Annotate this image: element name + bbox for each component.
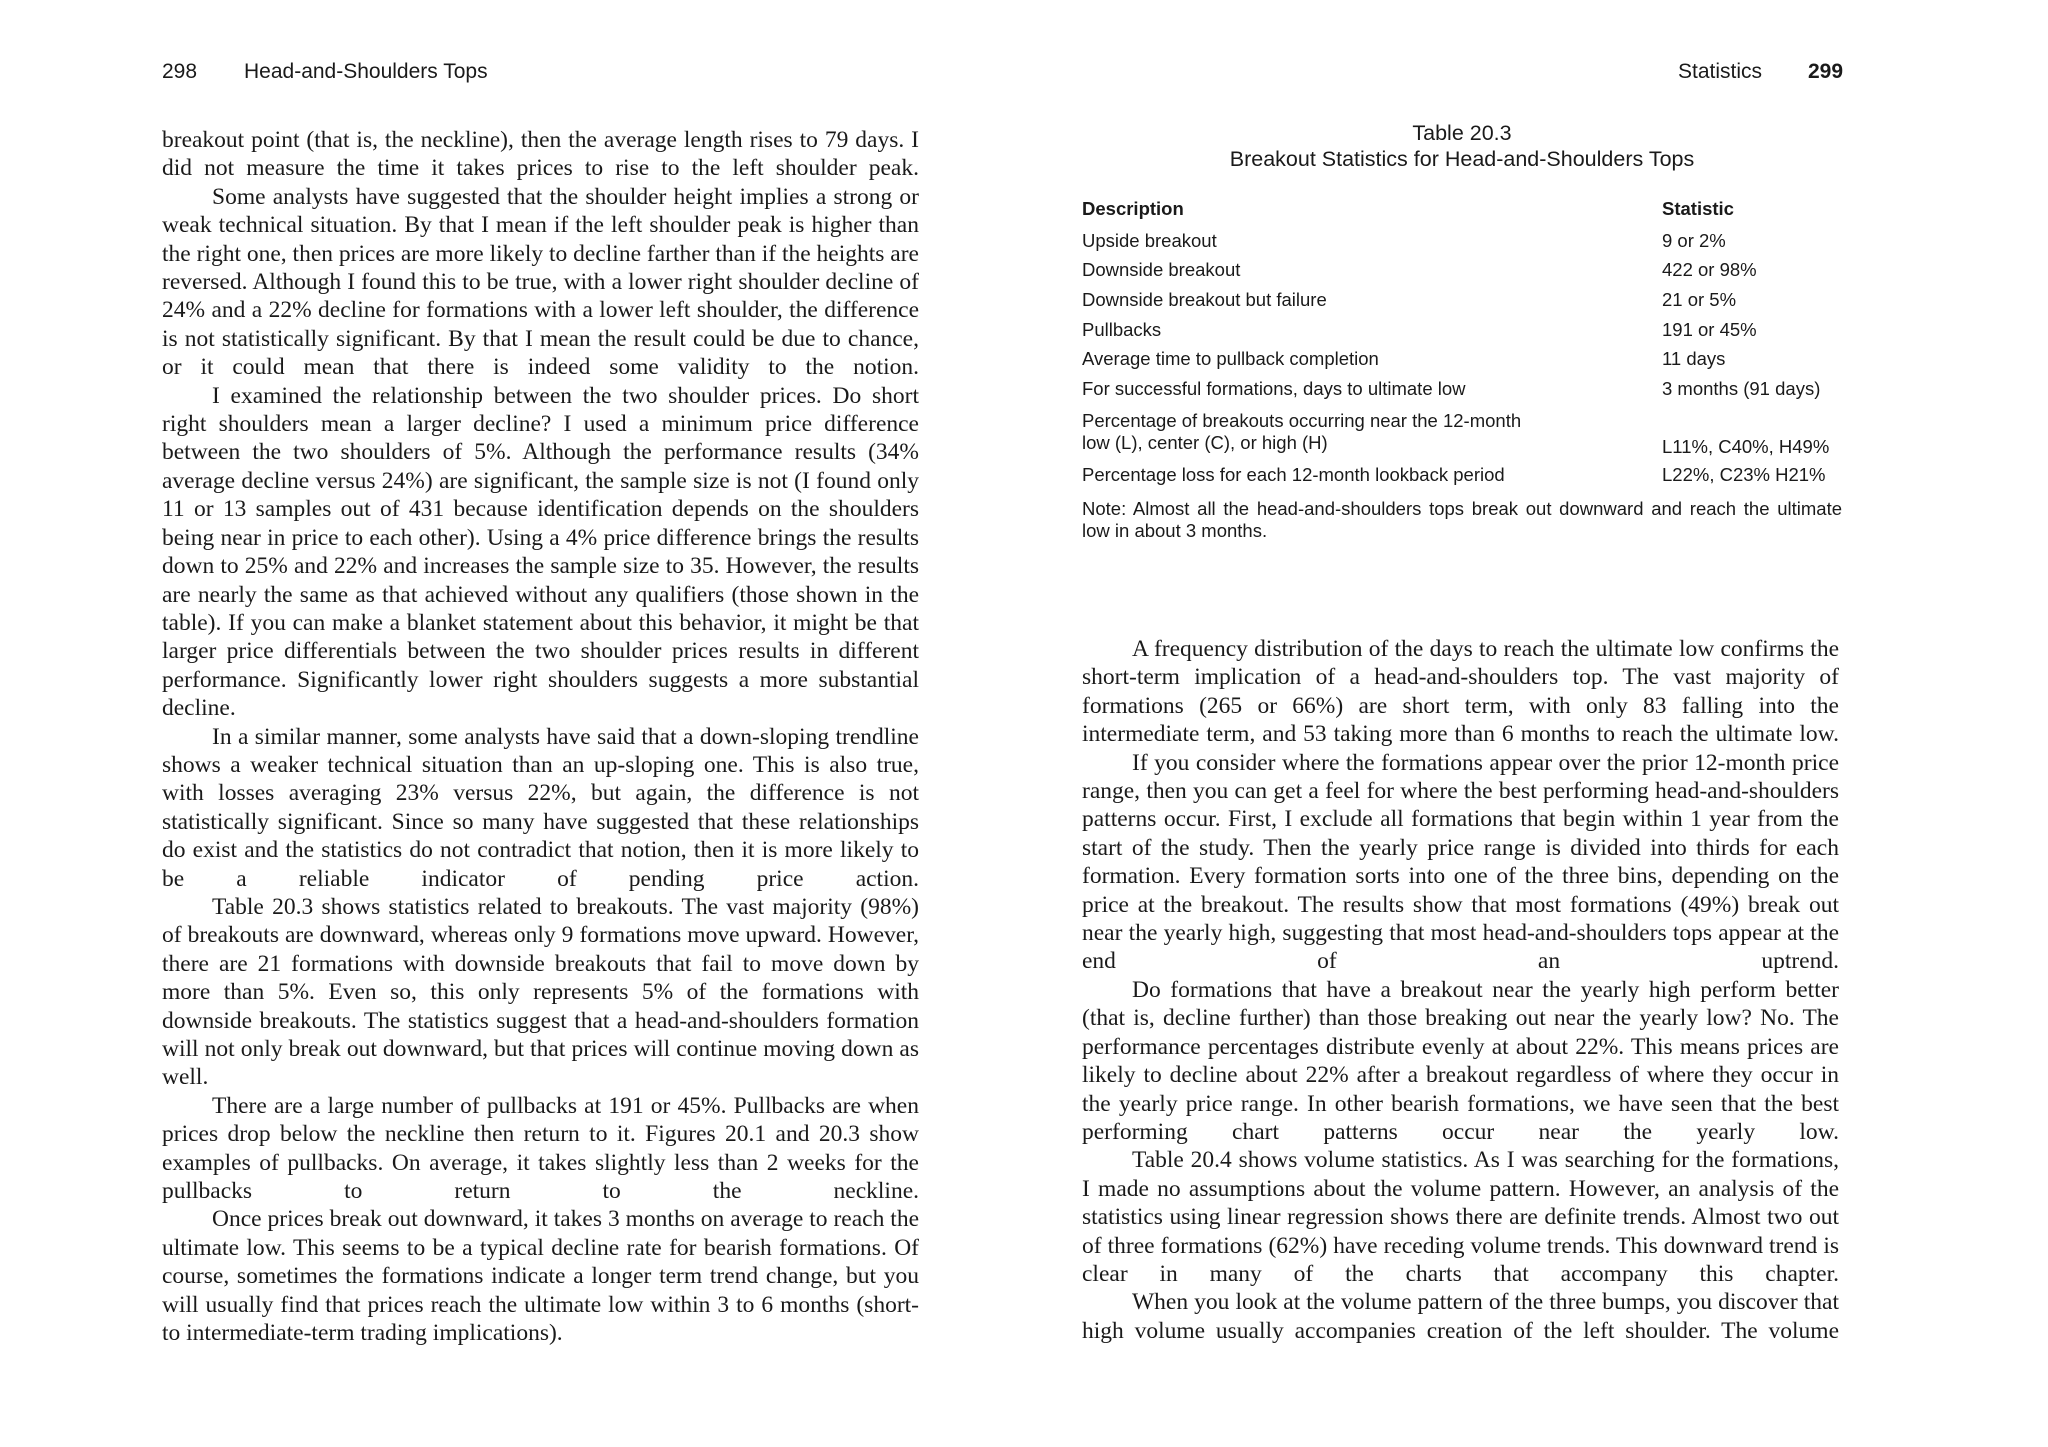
table-cell-statistic: 11 days [1662, 348, 1726, 370]
paragraph: Once prices break out downward, it takes 3 months on average to reach the ultimate low. This seems to be a typical decline rate for bearish formations. Of course, sometimes the formations indicate a longer term trend change, but you will usually find that prices reach the ultimate low within 3 to 6 months (short- to intermediate-term trading implications). [162, 1206, 919, 1347]
paragraph: Some analysts have suggested that the shoulder height implies a strong or weak technical situation. By that I mean if the left shoulder peak is higher than the right one, then prices are more likely to decline farther than if the heights are reversed. Although I found this to be true, with a lower right shoulder decline of 24% and a 22% decline for formations with a lower left shoulder, the difference is not statistically significant. By that I mean the result could be due to chance, or it could mean that there is indeed some validity to the notion. [162, 183, 919, 381]
table-cell-statistic: L22%, C23% H21% [1662, 464, 1826, 486]
column-header-statistic: Statistic [1662, 198, 1734, 219]
table-cell-description: Pullbacks [1082, 318, 1162, 340]
table-header-row [1082, 192, 1842, 226]
table-cell-description [1082, 404, 1662, 461]
running-head: Statistics [1678, 60, 1763, 83]
table-row [1082, 461, 1842, 491]
table-row [1082, 374, 1842, 404]
table-row [1082, 344, 1842, 374]
paragraph: A frequency distribution of the days to reach the ultimate low confirms the short-term implication of a head-and-shoulders top. The vast majority of formations (265 or 66%) are short term, with only 83 falling into the intermediate term, and 53 taking more than 6 months to reach the ultimate low. [1082, 636, 1839, 748]
body-text [1082, 635, 1839, 1345]
table-cell-statistic: L11%, C40%, H49% [1662, 435, 1830, 457]
paragraph: Table 20.4 shows volume statistics. As I was searching for the formations, I made no assumptions about the volume pattern. However, an analysis of the statistics using linear regression shows there are definite trends. Almost two out of three formations (62%) have receding volume trends. This downward trend is clear in many of the charts that accompany this chapter. [1082, 1147, 1839, 1287]
running-head: Head-and-Shoulders Tops [244, 60, 488, 83]
table-row [1082, 404, 1842, 461]
table-row [1082, 315, 1842, 345]
table-cell-statistic: 9 or 2% [1662, 229, 1726, 251]
table-cell-description: Upside breakout [1082, 229, 1217, 251]
table-cell-statistic: 191 or 45% [1662, 318, 1757, 340]
paragraph: breakout point (that is, the neckline), then the average length rises to 79 days. I did not measure the time it takes prices to rise to the left shoulder peak. [162, 127, 919, 182]
column-header-description: Description [1082, 198, 1184, 219]
table-cell-description: Downside breakout [1082, 259, 1241, 281]
table-caption [1082, 120, 1842, 172]
description-line: Percentage of breakouts occurring near the 12-month [1082, 410, 1522, 432]
paragraph: If you consider where the formations appear over the prior 12-month price range, then you can get a feel for where the best performing head-and-shoulders patterns occur. First, I exclude all formations that begin within 1 year from the start of the study. Then the yearly price range is divided into thirds for each formation. Every formation sorts into one of the three bins, depending on the price at the breakout. The results show that most formations (49%) break out near the yearly high, suggesting that most head-and-shoulders tops appear at the end of an uptrend. [1082, 749, 1839, 975]
table-note: Note: Almost all the head-and-shoulders tops break out downward and reach the ultimate low in about 3 months. [1082, 498, 1842, 541]
description-line: low (L), center (C), or high (H) [1082, 432, 1328, 454]
table-cell-statistic: 422 or 98% [1662, 259, 1757, 281]
paragraph: Do formations that have a breakout near the yearly high perform better (that is, decline further) than those breaking out near the yearly low? No. The performance percentages distribute evenly at about 22%. This means prices are likely to decline about 22% after a breakout regardless of where they occur in the yearly price range. In other bearish formations, we have seen that the best performing chart patterns occur near the yearly low. [1082, 976, 1839, 1145]
table-cell-statistic: 21 or 5% [1662, 288, 1737, 310]
paragraph: In a similar manner, some analysts have said that a down-sloping trendline shows a weaker technical situation than an up-sloping one. This is also true, with losses averaging 23% versus 22%, but again, the difference is not statistically significant. Since so many have suggested that these relationships do exist and the statistics do not contradict that notion, then it is more likely to be a reliable indicator of pending price action. [162, 723, 919, 892]
page-number: 299 [1808, 60, 1844, 83]
table-number: Table 20.3 [1412, 121, 1512, 145]
page-number: 298 [162, 60, 198, 83]
table-title: Breakout Statistics for Head-and-Shoulders Tops [1229, 147, 1695, 171]
paragraph: There are a large number of pullbacks at 191 or 45%. Pullbacks are when prices drop below the neckline then return to it. Figures 20.1 and 20.3 show examples of pullbacks. On average, it takes slightly less than 2 weeks for the pullbacks to return to the neckline. [162, 1092, 919, 1205]
table-cell-description: For successful formations, days to ultimate low [1082, 377, 1466, 399]
table-row [1082, 226, 1842, 256]
table-cell-statistic: 3 months (91 days) [1662, 377, 1821, 399]
table-row [1082, 285, 1842, 315]
breakout-statistics-table [1082, 192, 1842, 490]
paragraph: Table 20.3 shows statistics related to breakouts. The vast majority (98%) of breakouts are downward, whereas only 9 formations move upward. However, there are 21 formations with downside breakouts that fail to move down by more than 5%. Even so, this only represents 5% of the formations with downside breakouts. The statistics suggest that a head-and-shoulders formation will not only break out downward, but that prices will continue moving down as well. [162, 893, 919, 1091]
paragraph: When you look at the volume pattern of the three bumps, you discover that high volume usually accompanies creation of the left shoulder. The volume [1082, 1289, 1839, 1344]
body-text [162, 126, 919, 1347]
paragraph: I examined the relationship between the two shoulder prices. Do short right shoulders mean a larger decline? I used a minimum price difference between the two shoulders of 5%. Although the performance results (34% average decline versus 24%) are significant, the sample size is not (I found only 11 or 13 samples out of 431 because identification depends on the shoulders being near in price to each other). Using a 4% price difference brings the results down to 25% and 22% and increases the sample size to 35. However, the results are nearly the same as that achieved without any qualifiers (those shown in the table). If you can make a blanket statement about this behavior, it might be that larger price differentials between the two shoulder prices results in different performance. Significantly lower right shoulders suggests a more substantial decline. [162, 382, 919, 722]
table-row [1082, 256, 1842, 286]
table-cell-description: Percentage loss for each 12-month lookback period [1082, 464, 1505, 486]
table-cell-description: Average time to pullback completion [1082, 348, 1379, 370]
table-cell-description: Downside breakout but failure [1082, 288, 1327, 310]
